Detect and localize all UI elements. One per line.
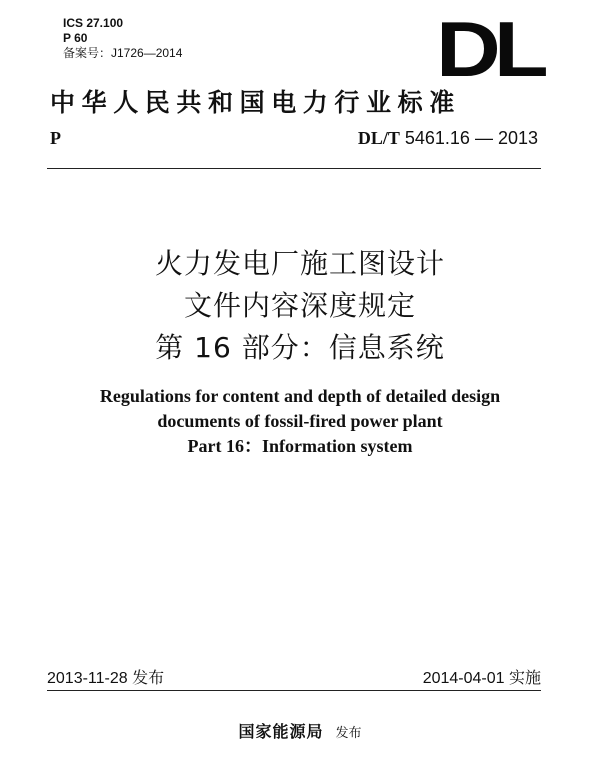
footer-divider	[47, 690, 541, 691]
classification-code: P 60	[63, 31, 88, 45]
publisher-line	[0, 719, 600, 742]
header-metadata	[63, 16, 182, 61]
english-title-line-3: Part 16：Information system	[187, 436, 413, 456]
ics-code: ICS 27.100	[63, 16, 124, 30]
dl-logo: DL	[436, 5, 542, 93]
chinese-title-line-3: 第 16 部分：信息系统	[155, 331, 445, 364]
english-title-line-2: documents of fossil-fired power plant	[157, 411, 443, 431]
filing-number: 备案号：J1726—2014	[63, 46, 183, 60]
chinese-title-line-2: 文件内容深度规定	[183, 289, 416, 322]
publish-action: 发布	[335, 726, 362, 741]
implementation-date: 2014-04-01 实施	[422, 670, 541, 687]
issue-date: 2013-11-28 发布	[47, 670, 165, 687]
publisher-organization: 国家能源局	[238, 722, 324, 741]
standard-number	[358, 128, 538, 149]
dates-row	[47, 665, 541, 687]
category-letter: P	[50, 128, 61, 148]
standard-classification-line	[50, 128, 538, 150]
chinese-title-line-1: 火力发电厂施工图设计	[154, 247, 445, 280]
standard-prefix: DL/T	[357, 128, 400, 148]
english-title-line-1: Regulations for content and depth of detailed design	[99, 386, 501, 406]
issuing-authority-title: 中华人民共和国电力行业标准	[50, 88, 461, 117]
header-divider	[47, 168, 541, 169]
standard-number-value: 5461.16 — 2013	[399, 128, 538, 148]
